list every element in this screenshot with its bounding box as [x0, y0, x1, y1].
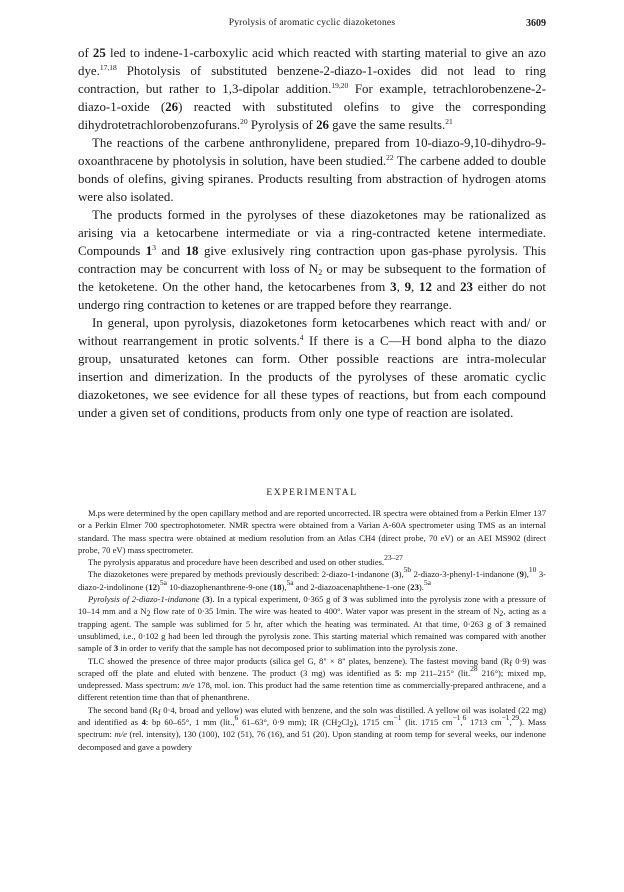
reference-superscript: 5a: [286, 577, 294, 587]
reference-superscript: 29: [511, 713, 520, 723]
text-run: ,: [460, 717, 463, 728]
experimental-paragraph: [78, 507, 546, 556]
reference-superscript: 6: [234, 713, 239, 723]
experimental-paragraph: [78, 565, 546, 593]
text-run: ).: [418, 581, 424, 592]
compound-number: 12: [148, 581, 157, 592]
text-run: In general, upon pyrolysis, diazoketones form ketocarbenes which react with and/ or without rearrangement in protic solvents.: [78, 316, 546, 348]
text-run: 216°); mixed mp, undepressed. Mass spectrum:: [78, 667, 546, 691]
reference-superscript: 21: [445, 117, 453, 126]
page-number: 3609: [526, 18, 546, 29]
paragraph: [78, 314, 546, 422]
compound-number: 18: [272, 581, 282, 592]
text-run: 178, mol. ion. This product had the same retention time as commercially-prepared anthracene, and a different retention time than that of phenanthrene.: [78, 680, 546, 703]
compound-number: 3: [343, 594, 348, 605]
subscript: 2: [318, 268, 323, 277]
text-run: or may be subsequent to the formation of the ketoketene. On the other hand, the ketocarbenes from: [78, 262, 546, 294]
compound-number: 3: [390, 280, 397, 294]
reference-superscript: 22: [386, 153, 394, 162]
compound-number: 1: [145, 244, 153, 258]
text-run: ). Mass spectrum:: [78, 717, 547, 740]
text-run: ), 1715 cm: [353, 717, 394, 728]
text-run: Cl: [341, 717, 350, 728]
text-run: was sublimed into the pyrolysis zone with a pressure of 10–14 mm and a N: [78, 594, 546, 617]
reference-superscript: −1: [501, 713, 510, 723]
text-run: ),: [523, 569, 529, 580]
text-run: give exlusively ring contraction upon gas-phase pyrolysis. This contraction may be concurrent with loss of N: [78, 244, 546, 276]
italic-text: m/e: [182, 680, 195, 691]
reference-superscript: −1: [452, 713, 461, 723]
compound-number: 26: [165, 100, 179, 114]
compound-number: 3: [113, 643, 119, 654]
compound-number: 9: [519, 569, 524, 580]
reference-superscript: 28: [470, 663, 478, 673]
text-run: ),: [398, 569, 404, 580]
text-run: For example, tetrachlorobenzene-2-diazo-1-oxide (: [78, 82, 547, 114]
compound-number: 12: [419, 280, 432, 294]
text-run: of: [78, 46, 93, 60]
compound-number: 3: [394, 569, 399, 580]
text-run: led to indene-1-carboxylic acid which reacted with starting material to give an azo dye.: [78, 46, 546, 78]
text-run: either do not undergo ring contraction to ketenes or are trapped before they rearrange.: [78, 280, 546, 312]
reference-superscript: 23–27: [384, 553, 403, 563]
subscript: 2: [337, 720, 342, 730]
text-run: (rel. intensity), 130 (100), 102 (51), 76 (16), and 51 (20). Upon standing at room temp for several weeks, our indenone decomposed and gave a powdery: [78, 729, 546, 752]
experimental-paragraph: [78, 704, 546, 753]
text-run: ,: [396, 280, 405, 294]
text-run: ,: [509, 717, 512, 728]
text-run: ),: [281, 581, 287, 592]
compound-number: 9: [404, 280, 412, 294]
paragraph: [78, 206, 546, 314]
experimental-paragraph: [78, 655, 546, 704]
text-run: (lit. 1715 cm: [401, 717, 453, 728]
reference-superscript: −1: [393, 713, 402, 723]
text-run: ) reacted with substituted olefins to give the corresponding dihydrotetrachlorobenzofurans.: [78, 100, 546, 132]
experimental-paragraph: [78, 593, 546, 654]
text-run: ): [157, 581, 160, 592]
text-run: 0·4, broad and yellow) was eluted with benzene, and the soln was distilled. A yellow oil was isolated (22 mg) and identified as: [78, 704, 546, 728]
text-run: : bp 60–65°, 1 mm (lit.,: [145, 717, 235, 728]
text-run: ,: [411, 280, 420, 294]
compound-number: 25: [92, 46, 106, 60]
main-body-text: [78, 44, 546, 422]
text-run: remained unsublimed, i.e., 0·102 g had been led through the pyrolysis zone. This starting material which remained was compared with another sample of: [78, 618, 546, 654]
compound-number: 18: [185, 244, 199, 258]
running-title: Pyrolysis of aromatic cyclic diazoketones: [228, 18, 396, 28]
text-run: 1713 cm: [466, 717, 502, 728]
reference-superscript: 5a: [159, 577, 167, 587]
compound-number: 5: [394, 667, 400, 678]
section-heading-experimental: EXPERIMENTAL: [266, 488, 358, 498]
subscript: 2: [349, 720, 354, 730]
text-run: The reactions of the carbene anthronylidene, prepared from 10-diazo-9,10-dihydro-9-oxoanthracene by photolysis in solution, have been studied.: [78, 136, 546, 168]
compound-number: 23: [410, 581, 419, 592]
subscript: 2: [146, 609, 151, 619]
text-run: 2-diazo-3-phenyl-1-indanone (: [411, 569, 520, 580]
reference-superscript: 19,20: [331, 81, 349, 90]
running-header: [78, 18, 546, 32]
text-run: and: [431, 280, 461, 294]
text-run: If there is a C—H bond alpha to the diazo group, unsaturated ketones can form. Other possible reactions are intra-molecular insertion and dimerization. In the products of the pyrolyses of these aromatic cyclic diazoketones, we see evidence for all these types of reactions, but from each compound under a given set of conditions, products from only one type of reaction are isolated.: [78, 334, 547, 420]
experimental-paragraph: [78, 553, 546, 568]
text-run: flow rate of 0·35 l/min. The wire was heated to 400°. Water vapor was present in the stream of N: [150, 606, 500, 617]
text-run: 61–63°, 0·9 mm); IR (CH: [238, 717, 338, 728]
reference-superscript: 10: [528, 565, 537, 575]
subscript: f: [158, 707, 161, 717]
text-run: The carbene added to double bonds of olefins, giving spiranes. Products resulting from abstraction of hydrogen atoms were also isolated.: [78, 154, 546, 204]
text-run: ). In a typical experiment, 0·365 g of: [209, 594, 344, 605]
text-run: gave the same results.: [328, 118, 446, 132]
text-run: M.ps were determined by the open capillary method and are reported uncorrected. IR spectra were obtained from a Perkin Elmer 137 or a Perkin Elmer 700 spectrophotometer. NMR spectra were obtained from a Varian A-60A spectrometer using TMS as an internal standard. The mass spectra were obtained at medium resolution from an Atlas CH4 (direct probe, 70 eV) or an AEI MS902 (direct probe, 70 eV) mass spectrometer.: [78, 508, 546, 555]
text-run: and: [156, 244, 186, 258]
subscript: 2: [499, 609, 504, 619]
reference-superscript: 5b: [403, 565, 412, 575]
text-run: 3-diazo-2-indolinone (: [78, 569, 546, 592]
reference-superscript: 5a: [423, 577, 431, 587]
italic-text: m/e: [114, 729, 127, 740]
text-run: (: [199, 594, 206, 605]
compound-number: 3: [506, 618, 511, 629]
text-run: Pyrolysis of: [247, 118, 317, 132]
text-run: The diazoketones were prepared by methods previously described: 2-diazo-1-indanone (: [88, 569, 395, 580]
reference-superscript: 4: [299, 333, 304, 342]
compound-number: 26: [316, 118, 329, 132]
text-run: 0·9) was scraped off the plate and eluted with benzene. The product (3 mg) was identified as: [78, 655, 546, 678]
text-run: , acting as a trapping agent. The sample was sublimed for 5 hr, after which the heating was terminated. At that time, 0·263 g of: [78, 606, 546, 629]
paragraph: [78, 134, 546, 206]
reference-superscript: 20: [240, 117, 248, 126]
reference-superscript: 17,18: [99, 63, 117, 72]
compound-number: 3: [205, 594, 210, 605]
experimental-section: [78, 507, 546, 753]
reference-superscript: 3: [152, 243, 156, 252]
text-run: The products formed in the pyrolyses of these diazoketones may be rationalized as arising via a ketocarbene intermediate or via a ring-contracted ketene intermediate. Compounds: [78, 208, 546, 258]
reference-superscript: 6: [462, 713, 467, 723]
text-run: and 2-diazoacenaphthene-1-one (: [293, 581, 411, 592]
paragraph: [78, 44, 546, 134]
compound-number: 4: [141, 717, 146, 728]
text-run: : mp 211–215° (lit.: [399, 667, 471, 678]
compound-number: 23: [460, 280, 473, 294]
text-run: in order to verify that the sample has not decomposed prior to sublimation into the pyrolysis zone.: [118, 643, 458, 654]
subscript: f: [509, 658, 513, 668]
text-run: The pyrolysis apparatus and procedure have been described and used on other studies.: [88, 557, 385, 568]
text-run: TLC showed the presence of three major products (silica gel G, 8" × 8" plates, benzene). The fastest moving band (R: [88, 655, 510, 666]
text-run: The second band (R: [88, 704, 159, 715]
italic-text: Pyrolysis of 2-diazo-1-indanone: [88, 594, 200, 605]
text-run: 10-diazophenanthrene-9-one (: [166, 581, 273, 592]
text-run: Photolysis of substituted benzene-2-diazo-1-oxides did not lead to ring contraction, but rather to 1,3-dipolar addition.: [78, 64, 546, 96]
